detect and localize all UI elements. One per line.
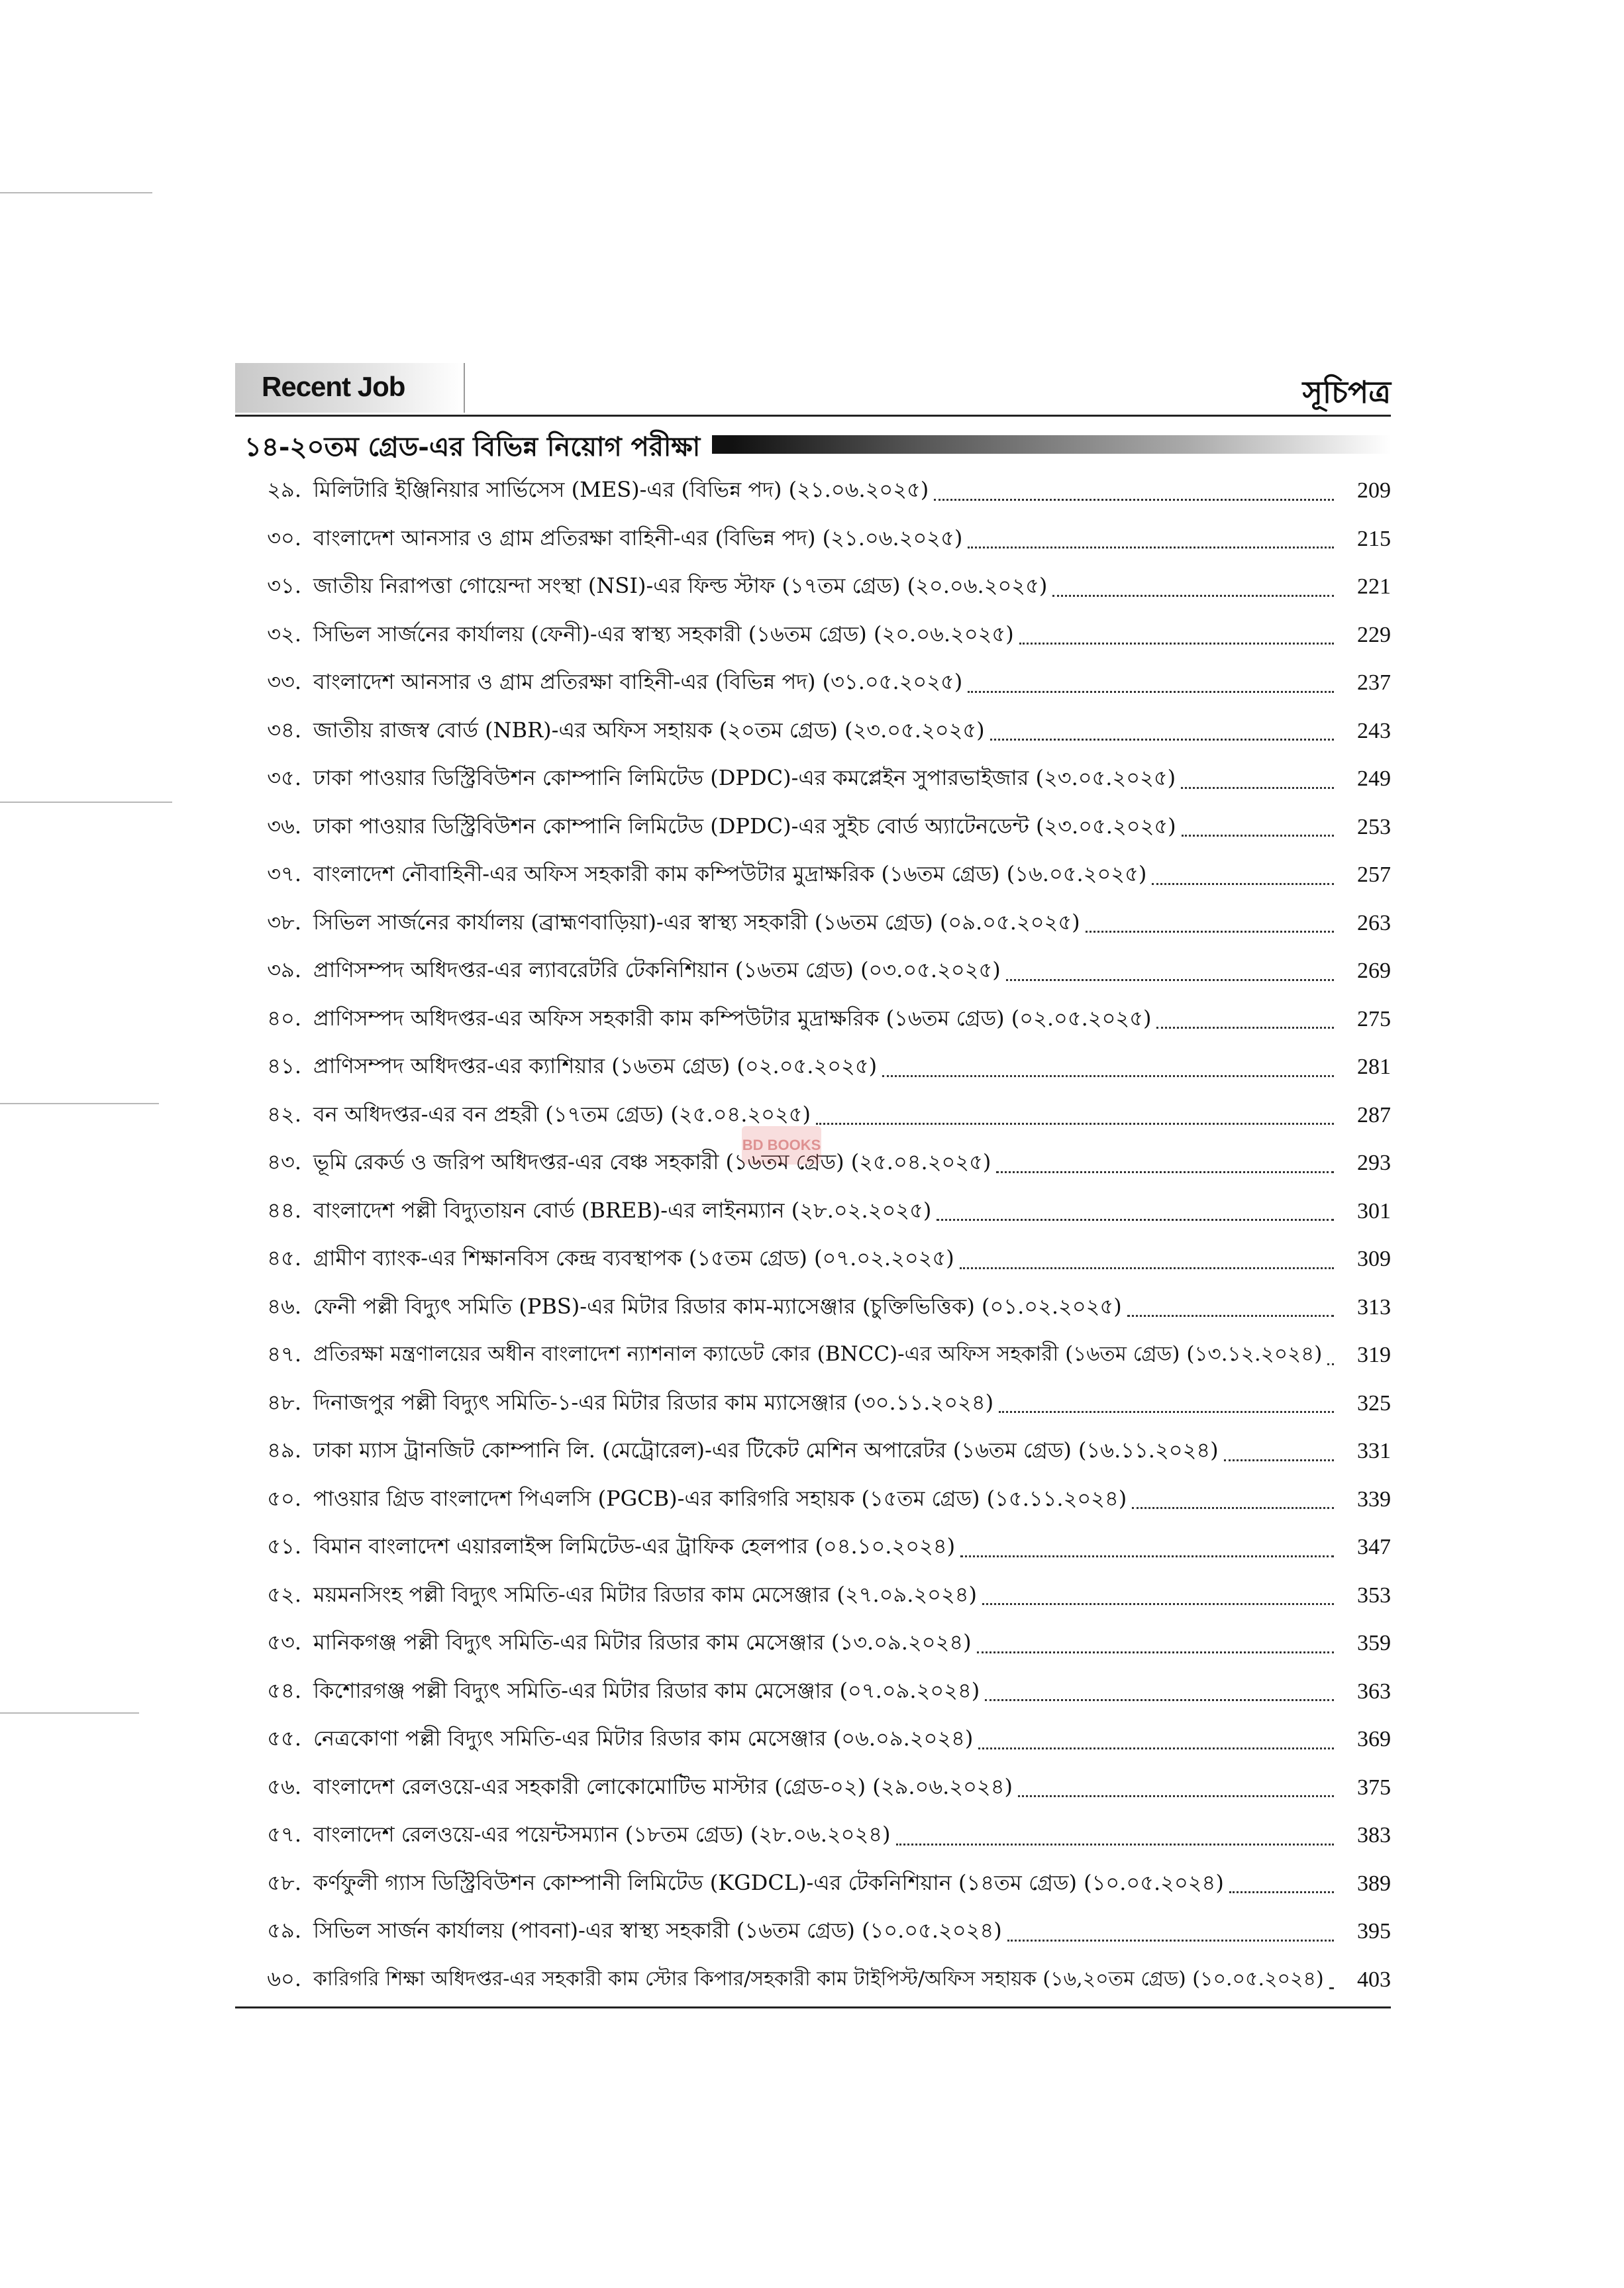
toc-entry[interactable] (235, 1428, 1391, 1476)
entry-page-number: 215 (1357, 526, 1391, 551)
toc-entry[interactable] (235, 1235, 1391, 1284)
entry-title: সিভিল সার্জনের কার্যালয় (ফেনী)-এর স্বাস্থ্য সহকারী (১৬তম গ্রেড) (২০.০৬.২০২৫) (313, 621, 1014, 647)
entry-number: ৫০. (267, 1485, 301, 1511)
entry-title: সিভিল সার্জন কার্যালয় (পাবনা)-এর স্বাস্থ্য সহকারী (১৬তম গ্রেড) (১০.০৫.২০২৪) (313, 1918, 1002, 1944)
toc-entry[interactable] (235, 1043, 1391, 1092)
toc-entry[interactable] (235, 707, 1391, 756)
entry-title: বাংলাদেশ নৌবাহিনী-এর অফিস সহকারী কাম কম্পিউটার মুদ্রাক্ষরিক (১৬তম গ্রেড) (১৬.০৫.২০২৫) (313, 861, 1147, 887)
entry-page-number: 287 (1357, 1102, 1391, 1127)
entry-page-number: 221 (1357, 574, 1391, 599)
entry-number: ৪৫. (267, 1245, 301, 1271)
dot-leader (999, 1386, 1334, 1413)
header-left-title: Recent Job (262, 371, 405, 402)
dot-leader (985, 1674, 1334, 1701)
bottom-rule (235, 2006, 1391, 2008)
entry-page-number: 229 (1357, 622, 1391, 647)
toc-entry[interactable] (235, 1572, 1391, 1620)
entry-page-number: 253 (1357, 814, 1391, 839)
entry-page-number: 347 (1357, 1535, 1391, 1560)
entry-page-number: 243 (1357, 718, 1391, 743)
dot-leader (1127, 1290, 1334, 1317)
entry-page-number: 339 (1357, 1486, 1391, 1512)
entry-title: সিভিল সার্জনের কার্যালয় (ব্রাহ্মণবাড়িয়া)-এর স্বাস্থ্য সহকারী (১৬তম গ্রেড) (০৯.০৫.২০২৫) (313, 909, 1080, 935)
entry-number: ৩৯. (267, 957, 301, 983)
entry-page-number: 403 (1357, 1967, 1391, 1992)
toc-entry[interactable] (235, 1476, 1391, 1524)
toc-entry[interactable] (235, 515, 1391, 564)
section-decor-bar (712, 435, 1391, 454)
entry-number: ২৯. (267, 477, 301, 503)
dot-leader (1229, 1866, 1334, 1893)
toc-entry[interactable] (235, 1908, 1391, 1956)
entry-title: বাংলাদেশ রেলওয়ে-এর সহকারী লোকোমোটিভ মাস্টার (গ্রেড-০২) (২৯.০৬.২০২৪) (313, 1773, 1013, 1799)
entry-number: ৪২. (267, 1101, 301, 1127)
entry-number: ৩৩. (267, 669, 301, 695)
entry-page-number: 237 (1357, 670, 1391, 696)
dot-leader (1181, 762, 1334, 789)
entry-title: বাংলাদেশ আনসার ও গ্রাম প্রতিরক্ষা বাহিনী-এর (বিভিন্ন পদ) (২১.০৬.২০২৫) (313, 525, 963, 550)
entry-page-number: 395 (1357, 1919, 1391, 1944)
entry-page-number: 331 (1357, 1439, 1391, 1464)
entry-page-number: 369 (1357, 1727, 1391, 1752)
entry-page-number: 375 (1357, 1775, 1391, 1800)
entry-page-number: 319 (1357, 1343, 1391, 1368)
dot-leader (968, 521, 1334, 548)
entry-title: বিমান বাংলাদেশ এয়ারলাইন্স লিমিটেড-এর ট্রাফিক হেলপার (০৪.১০.২০২৪) (313, 1534, 956, 1559)
dot-leader (960, 1530, 1334, 1557)
dot-leader (1006, 954, 1334, 981)
toc-entry[interactable] (235, 467, 1391, 515)
entry-title: মানিকগঞ্জ পল্লী বিদ্যুৎ সমিতি-এর মিটার রিডার কাম মেসেঞ্জার (১৩.০৯.২০২৪) (313, 1630, 972, 1655)
toc-entry[interactable] (235, 1380, 1391, 1428)
scan-mark (0, 1103, 159, 1104)
dot-leader (977, 1626, 1334, 1653)
entry-title: ঢাকা ম্যাস ট্রানজিট কোম্পানি লি. (মেট্রোরেল)-এর টিকেট মেশিন অপারেটর (১৬তম গ্রেড) (১৬.১১.২০২৪) (313, 1437, 1219, 1463)
toc-entry[interactable] (235, 947, 1391, 996)
entry-page-number: 263 (1357, 910, 1391, 935)
dot-leader (934, 474, 1334, 501)
entry-title: কিশোরগঞ্জ পল্লী বিদ্যুৎ সমিতি-এর মিটার রিডার কাম মেসেঞ্জার (০৭.০৯.২০২৪) (313, 1677, 980, 1703)
entry-title: ঢাকা পাওয়ার ডিস্ট্রিবিউশন কোম্পানি লিমিটেড (DPDC)-এর সুইচ বোর্ড অ্যাটেনডেন্ট (২৩.০৫.২০২৫) (313, 813, 1176, 839)
toc-entry[interactable] (235, 1620, 1391, 1668)
dot-leader (990, 713, 1334, 741)
scan-mark (0, 192, 152, 193)
entry-number: ৩১. (267, 573, 301, 599)
entry-number: ৫৫. (267, 1726, 301, 1751)
entry-page-number: 281 (1357, 1055, 1391, 1080)
scan-mark (0, 1712, 139, 1714)
toc-entry[interactable] (235, 1860, 1391, 1908)
entry-number: ৩৭. (267, 861, 301, 887)
entry-title: প্রতিরক্ষা মন্ত্রণালয়ের অধীন বাংলাদেশ ন্যাশনাল ক্যাডেট কোর (BNCC)-এর অফিস সহকারী (১৬তম গ্রেড) (১৩.১২.২০২৪) (313, 1342, 1323, 1367)
entry-title: কর্ণফুলী গ্যাস ডিস্ট্রিবিউশন কোম্পানী লিমিটেড (KGDCL)-এর টেকনিশিয়ান (১৪তম গ্রেড) (১০.০৫.২০২৪) (313, 1869, 1224, 1895)
entry-number: ৫২. (267, 1581, 301, 1607)
toc-entry[interactable] (235, 1668, 1391, 1716)
entry-number: ৫১. (267, 1534, 301, 1559)
entry-title: প্রাণিসম্পদ অধিদপ্তর-এর ক্যাশিয়ার (১৬তম গ্রেড) (০২.০৫.২০২৫) (313, 1053, 878, 1079)
entry-number: ৩৮. (267, 909, 301, 935)
toc-entry[interactable] (235, 1716, 1391, 1764)
dot-leader (1224, 1434, 1334, 1461)
entry-number: ৫৪. (267, 1677, 301, 1703)
dot-leader (1019, 617, 1334, 645)
entry-number: ৪৬. (267, 1293, 301, 1319)
entry-title: নেত্রকোণা পল্লী বিদ্যুৎ সমিতি-এর মিটার রিডার কাম মেসেঞ্জার (০৬.০৯.২০২৪) (313, 1726, 974, 1751)
dot-leader (1132, 1482, 1334, 1509)
toc-entry[interactable] (235, 900, 1391, 948)
entry-number: ৫৯. (267, 1918, 301, 1944)
entry-title: ময়মনসিংহ পল্লী বিদ্যুৎ সমিতি-এর মিটার রিডার কাম মেসেঞ্জার (২৭.০৯.২০২৪) (313, 1581, 978, 1607)
page-header (235, 363, 1391, 417)
dot-leader (968, 666, 1334, 693)
entry-title: প্রাণিসম্পদ অধিদপ্তর-এর অফিস সহকারী কাম কম্পিউটার মুদ্রাক্ষরিক (১৬তম গ্রেড) (০২.০৫.২০২৫) (313, 1005, 1152, 1031)
scan-mark (0, 802, 172, 803)
entry-page-number: 353 (1357, 1583, 1391, 1608)
toc-page (235, 363, 1391, 2008)
toc-entry[interactable] (235, 1524, 1391, 1572)
entry-page-number: 275 (1357, 1006, 1391, 1031)
entry-number: ৩৬. (267, 813, 301, 839)
entry-number: ৫৭. (267, 1822, 301, 1847)
toc-entry[interactable] (235, 1284, 1391, 1332)
dot-leader (982, 1578, 1334, 1605)
entry-title: ফেনী পল্লী বিদ্যুৎ সমিতি (PBS)-এর মিটার রিডার কাম-ম্যাসেঞ্জার (চুক্তিভিত্তিক) (০১.০২.২০২৫) (313, 1293, 1122, 1319)
dot-leader (1182, 809, 1334, 837)
entry-number: ৪৩. (267, 1149, 301, 1175)
toc-entry[interactable] (235, 611, 1391, 660)
section-heading (235, 421, 1391, 467)
entry-title: জাতীয় নিরাপত্তা গোয়েন্দা সংস্থা (NSI)-এর ফিল্ড স্টাফ (১৭তম গ্রেড) (২০.০৬.২০২৫) (313, 573, 1048, 599)
toc-entry[interactable] (235, 755, 1391, 804)
dot-leader (960, 1242, 1334, 1269)
dot-leader (1156, 1002, 1334, 1029)
entry-number: ৪৯. (267, 1437, 301, 1463)
toc-entry[interactable] (235, 1812, 1391, 1860)
entry-number: ৪১. (267, 1053, 301, 1079)
entry-page-number: 257 (1357, 862, 1391, 888)
header-right-title: সূচিপত্র (1302, 374, 1391, 410)
entry-number: ৪৮. (267, 1389, 301, 1415)
dot-leader (882, 1050, 1334, 1077)
dot-leader (1327, 1338, 1334, 1365)
dot-leader (1329, 1962, 1334, 1989)
toc-entry[interactable] (235, 851, 1391, 900)
entry-title: ভূমি রেকর্ড ও জরিপ অধিদপ্তর-এর বেঞ্চ সহকারী (১৬তম গ্রেড) (২৫.০৪.২০২৫) (313, 1149, 991, 1175)
entry-title: প্রাণিসম্পদ অধিদপ্তর-এর ল্যাবরেটরি টেকনিশিয়ান (১৬তম গ্রেড) (০৩.০৫.২০২৫) (313, 957, 1001, 983)
entry-number: ৪০. (267, 1005, 301, 1031)
entry-title: কারিগরি শিক্ষা অধিদপ্তর-এর সহকারী কাম স্টোর কিপার/সহকারী কাম টাইপিস্ট/অফিস সহায়ক (১৬,২০তম গ্রেড) (১০.০৫.২০২৪) (313, 1967, 1324, 1991)
toc-entry[interactable] (235, 996, 1391, 1044)
entry-number: ৫৮. (267, 1869, 301, 1895)
entry-page-number: 269 (1357, 959, 1391, 984)
entry-page-number: 325 (1357, 1390, 1391, 1416)
dot-leader (1052, 570, 1334, 597)
entry-page-number: 301 (1357, 1198, 1391, 1223)
entry-title: ঢাকা পাওয়ার ডিস্ট্রিবিউশন কোম্পানি লিমিটেড (DPDC)-এর কমপ্লেইন সুপারভাইজার (২৩.০৫.২০২৫) (313, 765, 1176, 791)
entry-number: ৩৪. (267, 717, 301, 743)
toc-entry[interactable] (235, 1956, 1391, 2004)
entry-title: বন অধিদপ্তর-এর বন প্রহরী (১৭তম গ্রেড) (২৫.০৪.২০২৫) (313, 1101, 811, 1127)
entry-title: গ্রামীণ ব্যাংক-এর শিক্ষানবিস কেন্দ্র ব্যবস্থাপক (১৫তম গ্রেড) (০৭.০২.২০২৫) (313, 1245, 954, 1271)
entry-number: ৫৬. (267, 1773, 301, 1799)
watermark-logo: BD BOOKS (742, 1126, 821, 1165)
toc-entry[interactable] (235, 1188, 1391, 1236)
section-title: ১৪-২০তম গ্রেড-এর বিভিন্ন নিয়োগ পরীক্ষা (244, 431, 701, 462)
toc-entry[interactable] (235, 1764, 1391, 1812)
dot-leader (1018, 1770, 1334, 1797)
entry-page-number: 249 (1357, 766, 1391, 792)
entry-number: ৪৪. (267, 1197, 301, 1223)
entry-number: ৬০. (267, 1965, 301, 1991)
entry-title: মিলিটারি ইঞ্জিনিয়ার সার্ভিসেস (MES)-এর (বিভিন্ন পদ) (২১.০৬.২০২৫) (313, 477, 929, 503)
dot-leader (1152, 858, 1334, 885)
entry-title: পাওয়ার গ্রিড বাংলাদেশ পিএলসি (PGCB)-এর কারিগরি সহায়ক (১৫তম গ্রেড) (১৫.১১.২০২৪) (313, 1485, 1127, 1511)
entry-number: ৩২. (267, 621, 301, 647)
entry-page-number: 383 (1357, 1823, 1391, 1848)
entry-number: ৩০. (267, 525, 301, 550)
entry-title: বাংলাদেশ পল্লী বিদ্যুতায়ন বোর্ড (BREB)-এর লাইনম্যান (২৮.০২.২০২৫) (313, 1197, 932, 1223)
dot-leader (896, 1818, 1334, 1846)
toc-entries (235, 467, 1391, 2004)
entry-number: ৪৭. (267, 1341, 301, 1367)
dot-leader (937, 1194, 1334, 1221)
entry-title: বাংলাদেশ আনসার ও গ্রাম প্রতিরক্ষা বাহিনী-এর (বিভিন্ন পদ) (৩১.০৫.২০২৫) (313, 669, 963, 695)
dot-leader (816, 1098, 1334, 1125)
entry-page-number: 363 (1357, 1679, 1391, 1704)
entry-page-number: 313 (1357, 1294, 1391, 1320)
entry-page-number: 309 (1357, 1247, 1391, 1272)
entry-title: দিনাজপুর পল্লী বিদ্যুৎ সমিতি-১-এর মিটার রিডার কাম ম্যাসেঞ্জার (৩০.১১.২০২৪) (313, 1389, 994, 1415)
entry-page-number: 209 (1357, 478, 1391, 503)
dot-leader (1086, 906, 1334, 933)
dot-leader (996, 1146, 1334, 1173)
toc-entry[interactable] (235, 659, 1391, 707)
entry-number: ৫৩. (267, 1630, 301, 1655)
toc-entry[interactable] (235, 1331, 1391, 1380)
toc-entry[interactable] (235, 563, 1391, 611)
entry-page-number: 359 (1357, 1631, 1391, 1656)
dot-leader (1007, 1914, 1334, 1942)
entry-number: ৩৫. (267, 765, 301, 791)
entry-title: জাতীয় রাজস্ব বোর্ড (NBR)-এর অফিস সহায়ক (২০তম গ্রেড) (২৩.০৫.২০২৫) (313, 717, 985, 743)
toc-entry[interactable] (235, 804, 1391, 852)
entry-page-number: 389 (1357, 1871, 1391, 1896)
entry-page-number: 293 (1357, 1151, 1391, 1176)
entry-title: বাংলাদেশ রেলওয়ে-এর পয়েন্টসম্যান (১৮তম গ্রেড) (২৮.০৬.২০২৪) (313, 1822, 891, 1847)
dot-leader (978, 1722, 1334, 1749)
